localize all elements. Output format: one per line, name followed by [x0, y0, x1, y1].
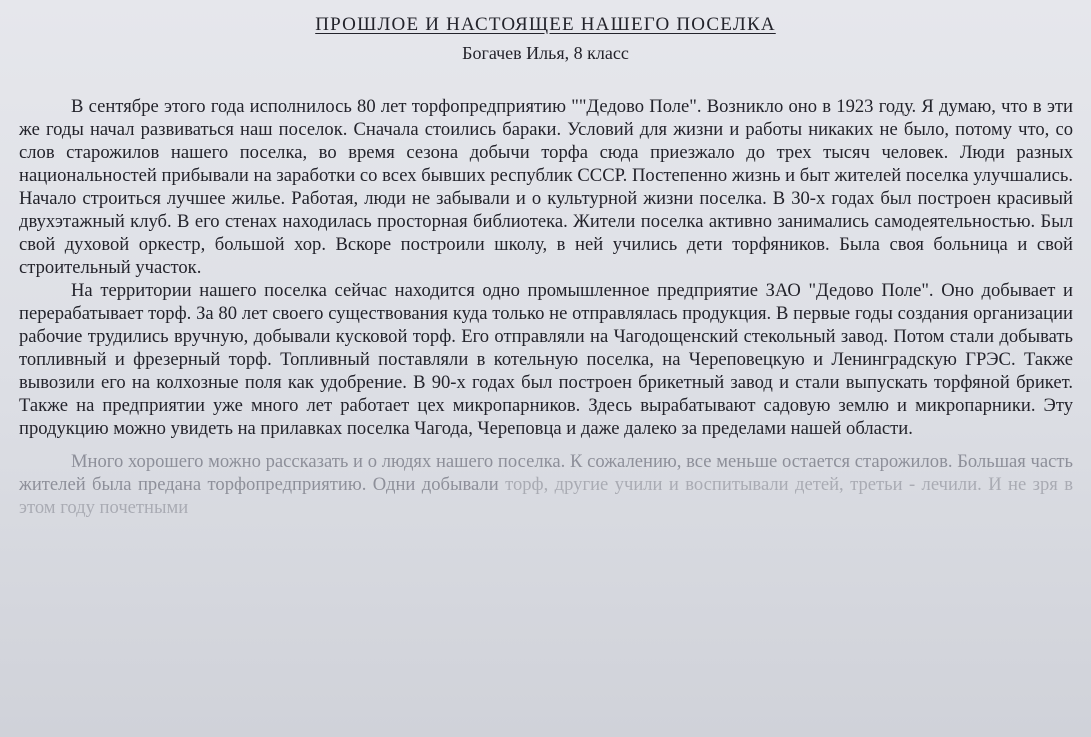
author-line: Богачев Илья, 8 класс [462, 43, 629, 63]
document-title: ПРОШЛОЕ И НАСТОЯЩЕЕ НАШЕГО ПОСЕЛКА [315, 14, 776, 35]
paragraph-3-cutoff: торф, другие учили и воспитывали детей, третьи - лечили. И не зря в этом году почетными [19, 474, 1073, 518]
paragraph-2: На территории нашего поселка сейчас находится одно промышленное предприятие ЗАО "Дедово Поле". Оно добывает и перерабатывает торф. За 80 лет своего существования куда только не отправлялась продукция. В первые годы создания организации рабочие трудились вручную, добывали кусковой торф. Его отправляли на Чагодощенский стекольный завод. Потом стали добывать топливный и фрезерный торф. Топливный поставляли в котельную поселка, на Череповецкую и Ленинградскую ГРЭС. Также вывозили его на колхозные поля как удобрение. В 90-х годах был построен брикетный завод и стали выпускать торфяной брикет. Также на предприятии уже много лет работает цех микропарников. Здесь вырабатывают садовую землю и микропарники. Эту продукцию можно увидеть на прилавках поселка Чагода, Череповца и даже далеко за пределами нашей области. [19, 280, 1073, 439]
paragraph-1: В сентябре этого года исполнилось 80 лет торфопредприятию ""Дедово Поле". Возникло оно в 1923 году. Я думаю, что в эти же годы начал развиваться наш поселок. Сначала стоились бараки. Условий для жизни и работы никаких не было, потому что, со слов старожилов нашего поселка, во время сезона добычи торфа сюда приезжало до трех тысяч человек. Люди разных национальностей прибывали на заработки со всех бывших республик СССР. Постепенно жизнь и быт жителей поселка улучшались. Начало строиться лучшее жилье. Работая, люди не забывали и о культурной жизни поселка. В 30-х годах был построен красивый двухэтажный клуб. В его стенах находилась просторная библиотека. Жители поселка активно занимались самодеятельностью. Был свой духовой оркестр, большой хор. Вскоре построили школу, в ней учились дети торфяников. Была своя больница и свой строительный участок. [19, 96, 1073, 278]
paragraph-3-text: Много хорошего можно рассказать и о людях нашего поселка. К сожалению, все меньше остается старожилов. Большая часть жителей была предана торфопредприятию. Одни добывали [19, 451, 1073, 495]
document-body [19, 95, 1073, 519]
paragraph-3 [19, 450, 1073, 519]
